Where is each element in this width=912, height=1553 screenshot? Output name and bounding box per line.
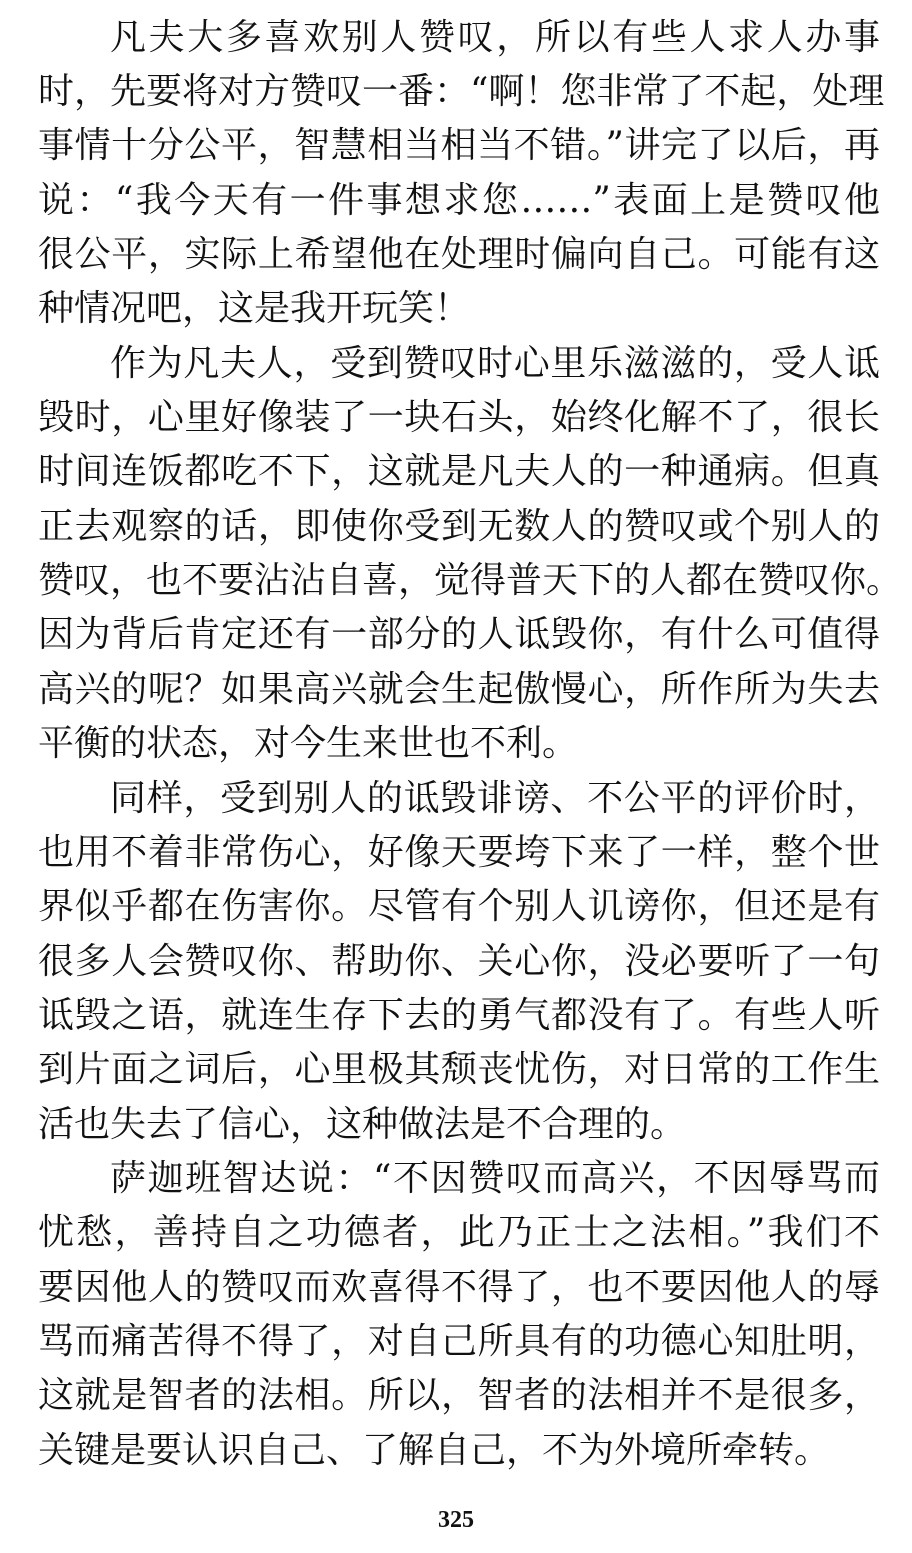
text-line: 正去观察的话，即使你受到无数人的赞叹或个别人的 (38, 506, 880, 547)
text-line: 事情十分公平，智慧相当相当不错。”讲完了以后，再 (38, 125, 880, 166)
text-line: 活也失去了信心，这种做法是不合理的。 (38, 1104, 687, 1145)
text-line: 这就是智者的法相。所以，智者的法相并不是很多， (38, 1375, 880, 1416)
text-line: 因为背后肯定还有一部分的人诋毁你，有什么可值得 (38, 614, 880, 655)
text-line: 骂而痛苦得不得了，对自己所具有的功德心知肚明， (38, 1321, 880, 1362)
page-number: 325 (438, 1507, 474, 1533)
text-line: 也用不着非常伤心，好像天要垮下来了一样，整个世 (38, 832, 880, 873)
text-line: 关键是要认识自己、了解自己，不为外境所牵转。 (38, 1430, 831, 1471)
text-line: 毁时，心里好像装了一块石头，始终化解不了，很长 (38, 397, 880, 438)
text-line: 萨迦班智达说：“不因赞叹而高兴，不因辱骂而 (110, 1158, 880, 1199)
text-line: 同样，受到别人的诋毁诽谤、不公平的评价时， (110, 778, 880, 819)
text-line: 很公平，实际上希望他在处理时偏向自己。可能有这 (38, 234, 880, 275)
text-line: 种情况吧，这是我开玩笑！ (38, 288, 471, 329)
text-line: 赞叹，也不要沾沾自喜，觉得普天下的人都在赞叹你。 (38, 560, 903, 601)
text-line: 界似乎都在伤害你。尽管有个别人讥谤你，但还是有 (38, 886, 880, 927)
text-line: 到片面之词后，心里极其颓丧忧伤，对日常的工作生 (38, 1049, 880, 1090)
text-line: 忧愁，善持自之功德者，此乃正士之法相。”我们不 (38, 1212, 880, 1253)
text-line: 作为凡夫人，受到赞叹时心里乐滋滋的，受人诋 (110, 343, 880, 384)
text-line: 凡夫大多喜欢别人赞叹，所以有些人求人办事 (110, 17, 880, 58)
text-line: 高兴的呢？如果高兴就会生起傲慢心，所作所为失去 (38, 669, 880, 710)
text-line: 很多人会赞叹你、帮助你、关心你，没必要听了一句 (38, 941, 880, 982)
text-line: 时，先要将对方赞叹一番：“啊！您非常了不起，处理 (38, 71, 885, 112)
text-line: 要因他人的赞叹而欢喜得不得了，也不要因他人的辱 (38, 1267, 880, 1308)
text-line: 说：“我今天有一件事想求您……”表面上是赞叹他 (38, 180, 880, 221)
text-line: 时间连饭都吃不下，这就是凡夫人的一种通病。但真 (38, 451, 880, 492)
text-line: 诋毁之语，就连生存下去的勇气都没有了。有些人听 (38, 995, 880, 1036)
text-line: 平衡的状态，对今生来世也不利。 (38, 723, 579, 764)
